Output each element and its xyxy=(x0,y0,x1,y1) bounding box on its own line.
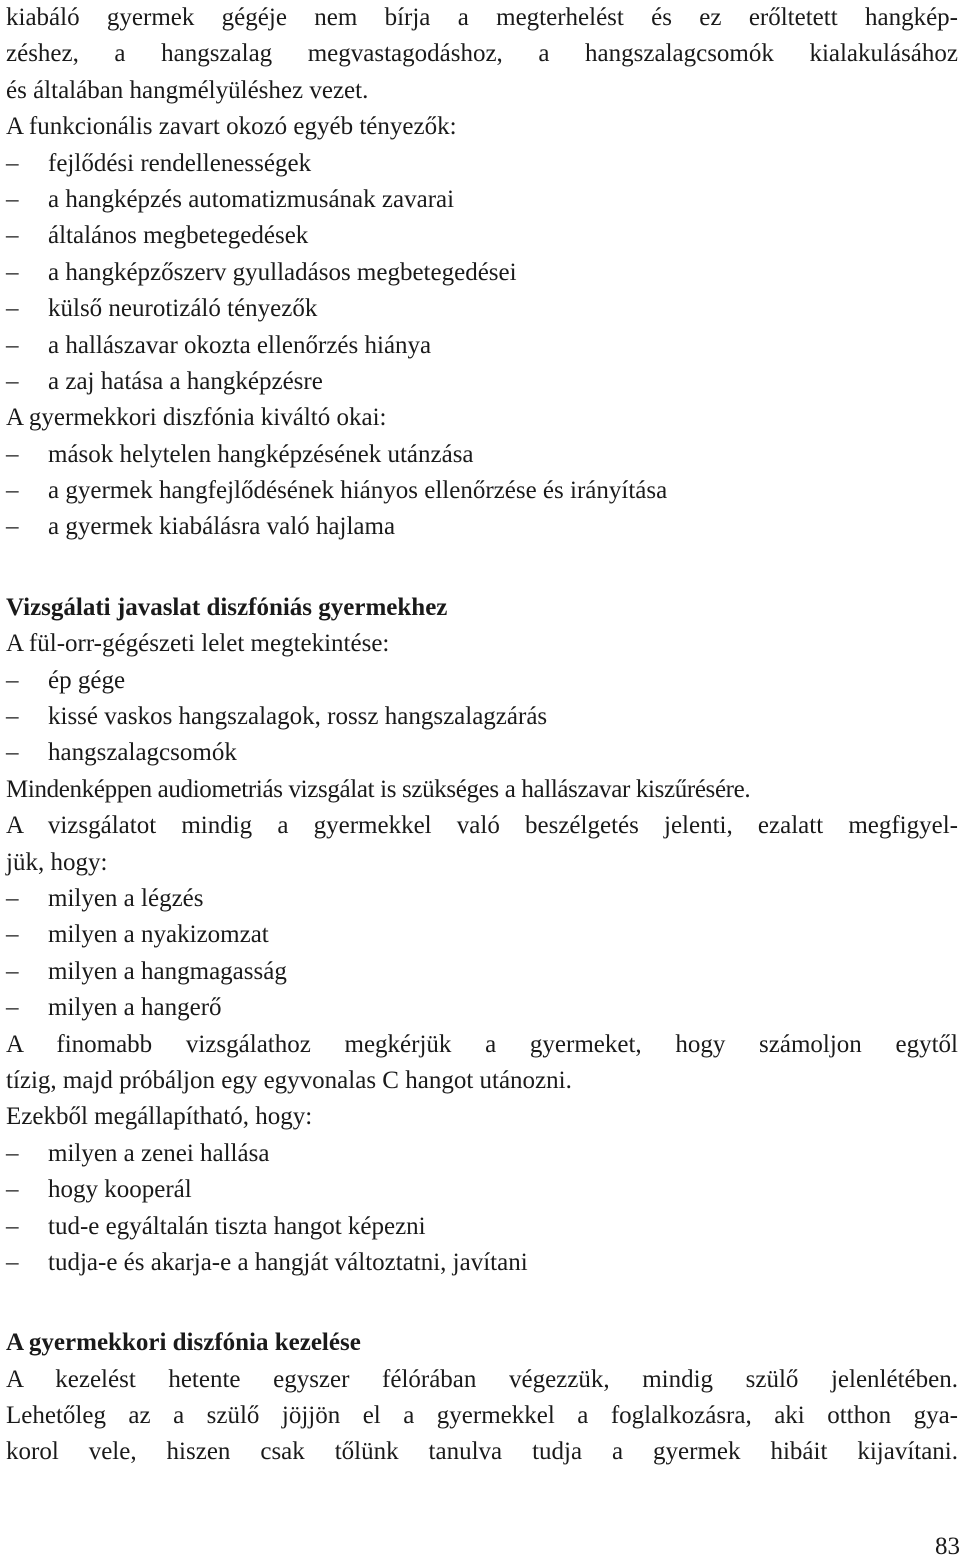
list-item: – mások helytelen hangképzésének utánzása xyxy=(6,437,958,473)
list-item: – tudja-e és akarja-e a hangját változtatni, javítani xyxy=(6,1245,958,1281)
list-item: – fejlődési rendellenességek xyxy=(6,146,958,182)
list-item: – a hallászavar okozta ellenőrzés hiánya xyxy=(6,328,958,364)
intro-line: kiabáló gyermek gégéje nem bírja a megterhelést és ez erőltetett hangkép- xyxy=(6,4,958,31)
dash-marker: – xyxy=(6,440,19,468)
treatment-line: korol vele, hiszen csak tőlünk tanulva tudja a gyermek hibáit kijavítani. xyxy=(6,1438,958,1466)
dash-marker: – xyxy=(6,1212,19,1240)
list-item: – kissé vaskos hangszalagok, rossz hangszalagzárás xyxy=(6,699,958,735)
causes-title: A gyermekkori diszfónia kiváltó okai: xyxy=(6,404,387,432)
fine-exam-line: A finomabb vizsgálathoz megkérjük a gyermeket, hogy számoljon egytől xyxy=(6,1030,958,1058)
dash-marker: – xyxy=(6,513,19,541)
list-item: – milyen a zenei hallása xyxy=(6,1136,958,1172)
intro-line: zéshez, a hangszalag megvastagodáshoz, a hangszalagcsomók kialakulásához xyxy=(6,40,958,68)
section-spacer xyxy=(6,1281,958,1325)
dash-marker: – xyxy=(6,477,19,505)
list-item: – milyen a hangerő xyxy=(6,990,958,1026)
result-title: Ezekből megállapítható, hogy: xyxy=(6,1103,313,1131)
list-item: – hogy kooperál xyxy=(6,1172,958,1208)
dash-marker: – xyxy=(6,185,19,213)
list-item: – a gyermek kiabálásra való hajlama xyxy=(6,509,958,545)
list-item: – ép gége xyxy=(6,663,958,699)
dash-marker: – xyxy=(6,1176,19,1204)
dash-marker: – xyxy=(6,367,19,395)
list-item: – milyen a nyakizomzat xyxy=(6,917,958,953)
dash-marker: – xyxy=(6,666,19,694)
talk-line: A vizsgálatot mindig a gyermekkel való beszélgetés jelenti, ezalatt megfigyel- xyxy=(6,812,958,840)
dash-marker: – xyxy=(6,884,19,912)
dash-marker: – xyxy=(6,739,19,767)
list-item: – milyen a hangmagasság xyxy=(6,954,958,990)
dash-marker: – xyxy=(6,994,19,1022)
factors-title: A funkcionális zavart okozó egyéb tényezők: xyxy=(6,113,457,141)
dash-marker: – xyxy=(6,957,19,985)
dash-marker: – xyxy=(6,295,19,323)
audiometry-text: Mindenképpen audiometriás vizsgálat is szükséges a hallászavar kiszűrésére. xyxy=(6,775,751,803)
ent-list xyxy=(6,663,958,772)
fine-exam-line: tízig, majd próbáljon egy egyvonalas C hangot utánozni. xyxy=(6,1066,572,1094)
treatment-line: A kezelést hetente egyszer félórában végezzük, mindig szülő jelenlétében. xyxy=(6,1365,958,1393)
result-list xyxy=(6,1136,958,1282)
list-item: – tud-e egyáltalán tiszta hangot képezni xyxy=(6,1209,958,1245)
dash-marker: – xyxy=(6,258,19,286)
dash-marker: – xyxy=(6,921,19,949)
section-spacer xyxy=(6,546,958,590)
list-item: – hangszalagcsomók xyxy=(6,735,958,771)
exam-heading: Vizsgálati javaslat diszfóniás gyermekhez xyxy=(6,593,448,621)
list-item: – a gyermek hangfejlődésének hiányos ellenőrzése és irányítása xyxy=(6,473,958,509)
dash-marker: – xyxy=(6,149,19,177)
list-item: – külső neurotizáló tényezők xyxy=(6,291,958,327)
page-number: 83 xyxy=(935,1533,960,1560)
dash-marker: – xyxy=(6,1139,19,1167)
causes-list xyxy=(6,437,958,546)
talk-line: jük, hogy: xyxy=(6,848,108,876)
list-item: – a hangképzés automatizmusának zavarai xyxy=(6,182,958,218)
treatment-line: Lehetőleg az a szülő jöjjön el a gyermekkel a foglalkozásra, aki otthon gya- xyxy=(6,1402,958,1430)
treatment-heading: A gyermekkori diszfónia kezelése xyxy=(6,1329,361,1357)
list-item: – a hangképzőszerv gyulladásos megbetegedései xyxy=(6,255,958,291)
dash-marker: – xyxy=(6,703,19,731)
dash-marker: – xyxy=(6,331,19,359)
talk-list xyxy=(6,881,958,1027)
dash-marker: – xyxy=(6,222,19,250)
document-page xyxy=(6,0,958,1471)
list-item: – általános megbetegedések xyxy=(6,218,958,254)
list-item: – milyen a légzés xyxy=(6,881,958,917)
dash-marker: – xyxy=(6,1248,19,1276)
intro-line: és általában hangmélyüléshez vezet. xyxy=(6,76,369,104)
factors-list xyxy=(6,146,958,401)
ent-title: A fül-orr-gégészeti lelet megtekintése: xyxy=(6,630,390,658)
list-item: – a zaj hatása a hangképzésre xyxy=(6,364,958,400)
